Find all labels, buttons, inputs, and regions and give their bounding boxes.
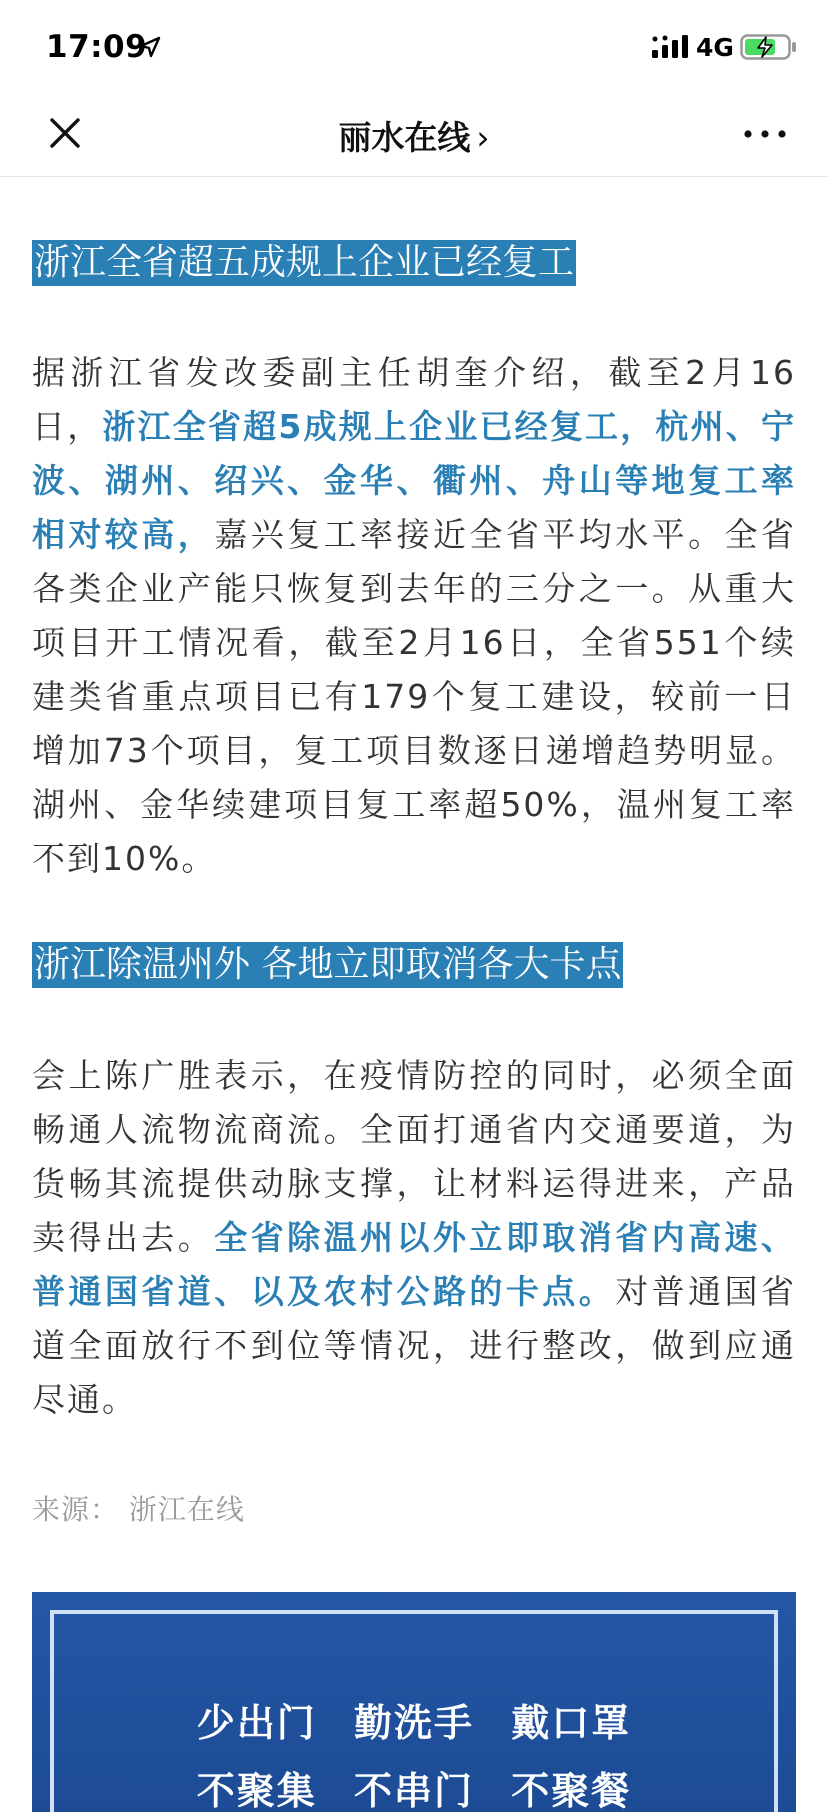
chevron-right-icon: ›	[476, 118, 490, 157]
status-bar	[0, 0, 828, 92]
paragraph	[32, 346, 796, 886]
battery-charging-icon	[740, 34, 798, 60]
network-type: 4G	[696, 33, 734, 62]
poster-text: 不聚集 不串门 不聚餐	[196, 1769, 632, 1812]
status-time: 17:09	[46, 29, 148, 65]
paragraph	[32, 1049, 796, 1427]
paragraph-text: 会上陈广胜表示，在疫情防控的同时，必须全面畅通人流物流商流。全面打通省内交通要道，为货畅其流提供动脉支撑，让材料运得进来，产品卖得出去。	[32, 1056, 796, 1257]
nav-title-link[interactable]	[0, 112, 828, 159]
signal-icon	[651, 34, 691, 60]
nav-bar	[0, 92, 828, 177]
section-heading: 浙江全省超五成规上企业已经复工	[32, 240, 576, 286]
highlight-text: 浙江全省超5成规上企业已经复工，杭州、宁波、湖州、绍兴、金华、衢州、舟山等地复工率相对较高，	[32, 407, 796, 554]
poster-image[interactable]	[32, 1592, 796, 1812]
location-arrow-icon	[139, 36, 161, 58]
paragraph-text: 据浙江省发改委副主任胡奎介绍，截至2月16日，	[32, 353, 796, 446]
more-icon[interactable]	[740, 112, 790, 156]
source-credit: 来源： 浙江在线	[32, 1493, 245, 1526]
paragraph-text: 对普通国省道全面放行不到位等情况，进行整改，做到应通尽通。	[32, 1272, 797, 1419]
poster-text: 少出门 勤洗手 戴口罩	[196, 1701, 632, 1745]
highlight-text: 全省除温州以外立即取消省内高速、普通国省道、以及农村公路的卡点。	[32, 1218, 796, 1311]
paragraph-text: 嘉兴复工率接近全省平均水平。全省各类企业产能只恢复到去年的三分之一。从重大项目开工情况看，截至2月16日，全省551个续建类省重点项目已有179个复工建设，较前一日增加73个项目，复工项目数逐日递增趋势明显。湖州、金华续建项目复工率超50%，温州复工率不到10%。	[32, 515, 796, 878]
section-heading: 浙江除温州外 各地立即取消各大卡点	[32, 942, 623, 988]
nav-title: 丽水在线	[338, 118, 471, 157]
